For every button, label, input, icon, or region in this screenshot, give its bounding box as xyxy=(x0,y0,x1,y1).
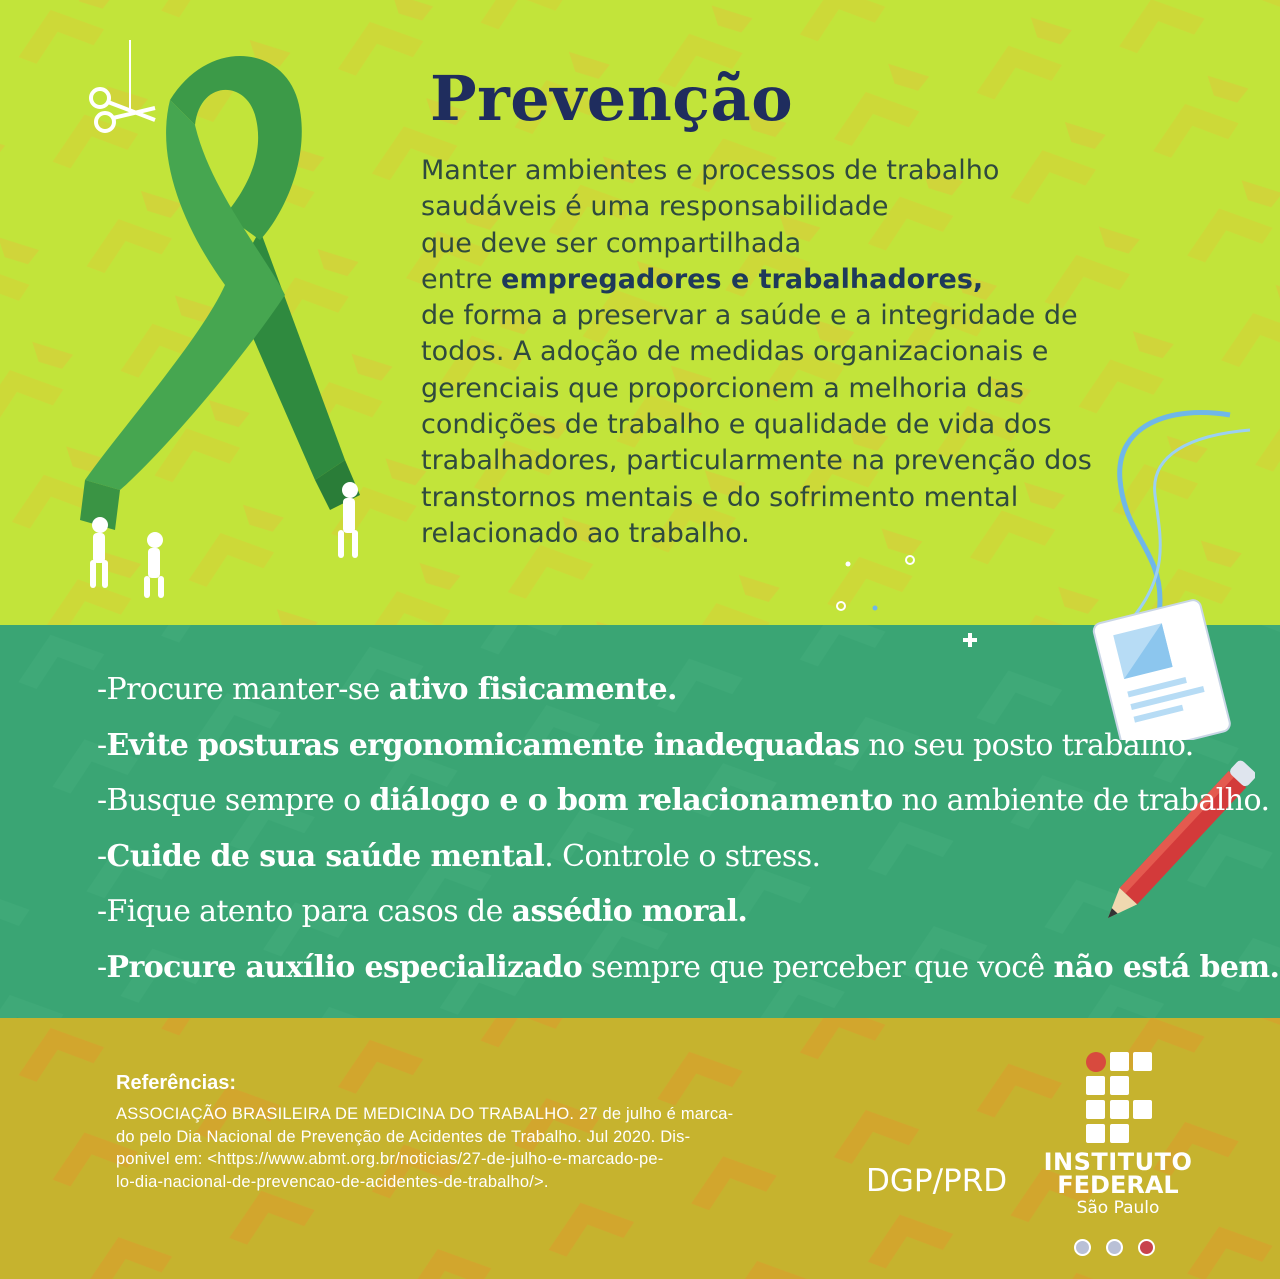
institution-campus: São Paulo xyxy=(1076,1198,1160,1218)
intro-text: entre xyxy=(421,263,502,295)
tip-bold: Cuide de sua saúde mental xyxy=(106,838,545,874)
tip-item xyxy=(97,829,1279,885)
intro-line: condições de trabalho e qualidade de vida dos xyxy=(421,409,1052,441)
green-awareness-ribbon-icon xyxy=(60,40,390,600)
tip-bold: Evite posturas ergonomicamente inadequadas xyxy=(106,727,860,763)
tips-list xyxy=(97,662,1279,996)
reference-line: do pelo Dia Nacional de Prevenção de Acidentes de Trabalho. Jul 2020. Dis- xyxy=(116,1127,691,1146)
intro-line: gerenciais que proporcionem a melhoria das xyxy=(421,372,1024,404)
references xyxy=(116,1072,851,1193)
intro-highlight: empregadores e trabalhadores, xyxy=(501,263,984,295)
department-label: DGP/PRD xyxy=(866,1163,1008,1199)
tip-text: no seu posto trabalho. xyxy=(859,727,1194,763)
intro-line: de forma a preservar a saúde e a integridade de xyxy=(421,300,1078,332)
tip-text: -Busque sempre o xyxy=(97,783,370,819)
tip-item xyxy=(97,940,1279,996)
intro-line: Manter ambientes e processos de trabalho xyxy=(421,155,1000,186)
intro-line: que deve ser compartilhada xyxy=(421,227,802,259)
tip-bold: assédio moral. xyxy=(511,894,748,930)
intro-line: saudáveis é uma responsabilidade xyxy=(421,191,889,223)
intro-line: trabalhadores, particularmente na prevenção dos xyxy=(421,445,1092,477)
institution-name xyxy=(1040,1150,1196,1220)
tip-bold: ativo fisicamente. xyxy=(388,672,677,707)
carousel-dots xyxy=(1074,1239,1155,1261)
references-title: Referências: xyxy=(116,1072,237,1094)
instituto-federal-logo xyxy=(1086,1052,1152,1144)
tip-text: -Fique atento para casos de xyxy=(97,894,512,930)
tip-text: - xyxy=(97,727,107,763)
reference-line: ASSOCIAÇÃO BRASILEIRA DE MEDICINA DO TRABALHO. 27 de julho é marca- xyxy=(116,1105,734,1123)
carousel-dot xyxy=(1106,1239,1123,1256)
intro-line: todos. A adoção de medidas organizacionais e xyxy=(421,336,1049,368)
tip-item xyxy=(97,884,1279,940)
institution-line: FEDERAL xyxy=(1057,1171,1179,1199)
references-text xyxy=(116,1103,851,1193)
tip-text: -Procure manter-se xyxy=(97,672,389,707)
tip-bold: diálogo e o bom relacionamento xyxy=(369,783,893,819)
intro-paragraph xyxy=(421,153,1221,552)
tip-item xyxy=(97,773,1279,829)
reference-line: lo-dia-nacional-de-prevencao-de-acidentes-de-trabalho/>. xyxy=(116,1172,549,1191)
tip-text: sempre que perceber que você xyxy=(582,949,1054,985)
tip-bold: não está bem. xyxy=(1053,949,1280,985)
intro-line: relacionado ao trabalho. xyxy=(421,517,750,549)
tip-bold: Procure auxílio especializado xyxy=(106,949,583,985)
intro-line xyxy=(421,262,1221,298)
institution-line: INSTITUTO xyxy=(1043,1148,1193,1176)
tip-item xyxy=(97,662,1279,718)
tip-text: - xyxy=(97,838,107,874)
tip-text: . Controle o stress. xyxy=(544,838,821,874)
page-title: Prevenção xyxy=(430,62,794,135)
carousel-dot xyxy=(1074,1239,1091,1256)
tip-item xyxy=(97,718,1279,774)
carousel-dot-active xyxy=(1138,1239,1155,1256)
intro-line: transtornos mentais e do sofrimento mental xyxy=(421,481,1019,513)
reference-line: ponivel em: <https://www.abmt.org.br/noticias/27-de-julho-e-marcado-pe- xyxy=(116,1150,664,1168)
tip-text: - xyxy=(97,949,107,985)
tip-text: no ambiente de trabalho. xyxy=(892,783,1270,819)
